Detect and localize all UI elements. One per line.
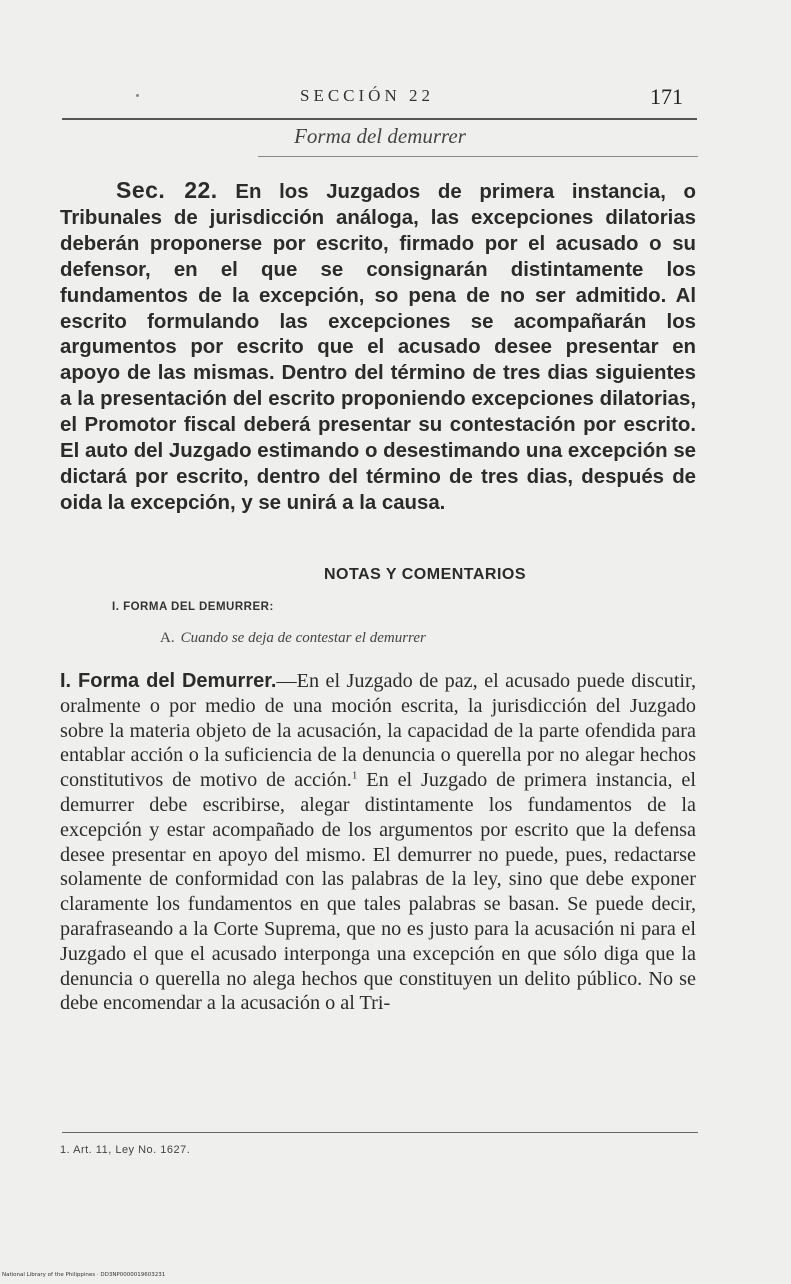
- outline-letter: A.: [160, 630, 175, 646]
- commentary-text-1: —En el Juzgado de paz, el acusado puede discutir, oralmente o por medio de una moción escrita, la jurisdicción del Juzgado sobre la materia objeto de la acusación, la capacidad de la parte ofendida para entablar acción o la suficiencia de la denuncia o querella por no alegar hechos constitutivos de motivo de acción.: [60, 670, 696, 792]
- page-number: 171: [650, 84, 683, 109]
- running-head: SECCIÓN 22: [300, 86, 434, 105]
- statute-text: En los Juzgados de primera instancia, o Tribunales de jurisdicción análoga, las excepciones dilatorias deberán proponerse por escrito, firmado por el acusado o su defensor, en el que se consignarán distintamente los fundamentos de la excepción, so pena de no ser admitido. Al escrito formulando las excepciones se acompañarán los argumentos por escrito que el acusado desee presentar en apoyo de las mismas. Dentro del término de tres dias siguientes a la presentación del escrito proponiendo excepciones dilatorias, el Promotor fiscal deberá presentar su contestación por escrito. El auto del Juzgado estimando o desestimando una excepción se dictará por escrito, dentro del término de tres dias, después de oida la excepción, y se unirá a la causa.: [60, 181, 696, 514]
- header-rule: [62, 118, 697, 120]
- footnote: 1. Art. 11, Ley No. 1627.: [60, 1144, 191, 1156]
- statute-paragraph: [60, 178, 696, 517]
- commentary-text-2: En el Juzgado de primera instancia, el demurrer debe escribirse, alegar distintamente los fundamentos de la excepción y estar acompañado de los argumentos por escrito que la defensa desee presentar en apoyo del mismo. El demurrer no puede, pues, redactarse solamente de conformidad con las palabras de la ley, sino que debe exponer claramente los fundamentos en que tales palabras se basan. Se puede decir, parafraseando a la Corte Suprema, que no es justo para la acusación ni para el Juzgado el que el acusado interponga una excepción en que sólo diga que la denuncia o querella no alega hechos que constituyen un delito público. No se debe encomendar a la acusación o al Tri-: [60, 769, 697, 1015]
- section-label: Sec. 22.: [116, 177, 218, 203]
- commentary-paragraph: [60, 669, 696, 1016]
- outline-item-level1: I. FORMA DEL DEMURRER:: [112, 601, 274, 613]
- commentary-lead: I. Forma del Demurrer.: [60, 670, 277, 692]
- outline-item-level2: [160, 630, 426, 647]
- decorative-dot: [136, 94, 139, 97]
- scan-credit: National Library of the Philippines · DD3NP0000019603231: [2, 1272, 166, 1278]
- subtitle-rule: [258, 156, 698, 157]
- footnote-rule: [62, 1132, 698, 1133]
- outline-text: Cuando se deja de contestar el demurrer: [180, 630, 426, 646]
- footnote-reference: 1: [351, 769, 358, 782]
- page-subtitle: Forma del demurrer: [294, 124, 466, 148]
- notes-heading: NOTAS Y COMENTARIOS: [323, 566, 527, 583]
